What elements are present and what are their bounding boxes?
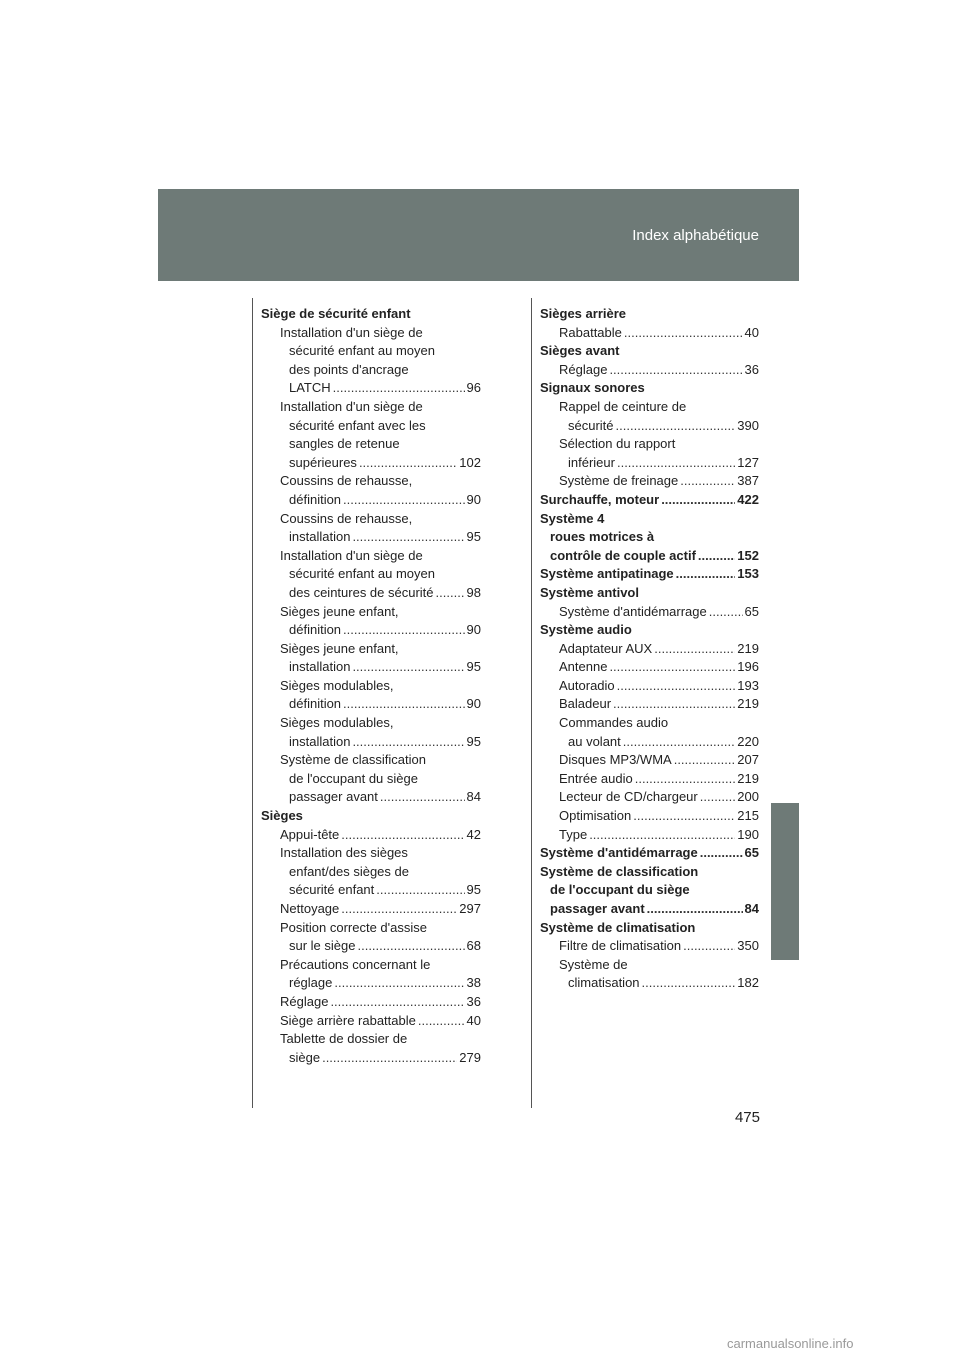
dot-leader bbox=[341, 826, 464, 845]
index-entry bbox=[261, 695, 481, 714]
index-entry-text: Rappel de ceinture de bbox=[559, 398, 687, 414]
dot-leader bbox=[616, 417, 736, 436]
page-number: 475 bbox=[734, 1109, 760, 1126]
dot-leader bbox=[624, 324, 743, 343]
index-entry-text: sangles de retenue bbox=[289, 436, 400, 452]
index-page-number: 84 bbox=[466, 789, 481, 805]
index-heading bbox=[540, 565, 759, 584]
index-page-number: 96 bbox=[466, 380, 481, 396]
index-entry-text: Baladeur bbox=[559, 696, 612, 712]
index-entry-text: sécurité enfant au moyen bbox=[289, 343, 435, 359]
index-entry bbox=[261, 454, 481, 473]
index-entry bbox=[540, 770, 759, 789]
index-page-number: 350 bbox=[737, 938, 759, 954]
index-page-number: 390 bbox=[737, 417, 759, 433]
index-heading bbox=[540, 305, 759, 324]
index-entry-text: Autoradio bbox=[559, 677, 615, 693]
index-page-number: 90 bbox=[466, 696, 481, 712]
index-entry bbox=[540, 603, 759, 622]
index-entry-text: climatisation bbox=[568, 975, 640, 991]
index-entry-text: Siège de sécurité enfant bbox=[261, 306, 411, 321]
index-page-number: 95 bbox=[466, 882, 481, 898]
index-page-number: 200 bbox=[737, 789, 759, 805]
index-entry bbox=[540, 788, 759, 807]
index-page-number: 196 bbox=[737, 659, 759, 675]
dot-leader bbox=[609, 361, 742, 380]
index-entry bbox=[261, 658, 481, 677]
index-page-number: 36 bbox=[466, 993, 481, 1009]
index-entry bbox=[540, 807, 759, 826]
dot-leader bbox=[613, 695, 735, 714]
index-entry bbox=[540, 324, 759, 343]
index-entry bbox=[261, 844, 481, 863]
index-entry-text: Optimisation bbox=[559, 808, 632, 824]
index-entry-text: Sièges avant bbox=[540, 343, 620, 359]
index-entry bbox=[261, 435, 481, 454]
index-entry bbox=[261, 510, 481, 529]
index-page-number: 95 bbox=[466, 659, 481, 675]
index-entry-text: définition bbox=[289, 696, 342, 712]
index-entry-text: Sièges modulables, bbox=[280, 677, 394, 693]
index-entry bbox=[261, 528, 481, 547]
index-entry-text: LATCH bbox=[289, 380, 331, 396]
index-page-number: 193 bbox=[737, 677, 759, 693]
dot-leader bbox=[674, 751, 736, 770]
index-entry-text: Appui-tête bbox=[280, 826, 340, 842]
index-entry-text: Installation d'un siège de bbox=[280, 398, 423, 414]
index-page-number: 279 bbox=[459, 1049, 481, 1065]
dot-leader bbox=[359, 454, 457, 473]
index-page-number: 65 bbox=[744, 603, 759, 619]
index-page-number: 42 bbox=[466, 826, 481, 842]
index-entry-text: inférieur bbox=[568, 454, 615, 470]
index-page-number: 207 bbox=[737, 752, 759, 768]
index-page-number: 38 bbox=[466, 975, 481, 991]
index-entry-text: Système de bbox=[559, 956, 628, 972]
index-entry bbox=[540, 826, 759, 845]
index-entry-text: Sièges jeune enfant, bbox=[280, 640, 399, 656]
dot-leader bbox=[635, 770, 736, 789]
index-entry bbox=[261, 751, 481, 770]
index-entry bbox=[261, 1012, 481, 1031]
index-entry-text: Réglage bbox=[559, 361, 608, 377]
index-entry-text: Position correcte d'assise bbox=[280, 919, 427, 935]
watermark-text: carmanualsonline.info bbox=[727, 1336, 854, 1351]
index-page-number: 98 bbox=[466, 584, 481, 600]
index-heading bbox=[540, 510, 759, 529]
index-page-number: 190 bbox=[737, 826, 759, 842]
index-page-number: 36 bbox=[744, 361, 759, 377]
dot-leader bbox=[343, 695, 464, 714]
page-header bbox=[158, 189, 799, 281]
index-entry-text: Système antipatinage bbox=[540, 566, 674, 582]
index-entry bbox=[261, 788, 481, 807]
index-entry-text: Sélection du rapport bbox=[559, 436, 676, 452]
index-entry bbox=[540, 695, 759, 714]
index-page-number: 153 bbox=[737, 566, 759, 582]
dot-leader bbox=[357, 937, 464, 956]
index-heading bbox=[540, 621, 759, 640]
index-entry-text: Surchauffe, moteur bbox=[540, 491, 660, 507]
index-entry-text: supérieures bbox=[289, 454, 357, 470]
index-entry-text: Installation des sièges bbox=[280, 845, 408, 861]
dot-leader bbox=[352, 528, 464, 547]
dot-leader bbox=[322, 1049, 457, 1068]
index-entry-text: installation bbox=[289, 529, 351, 545]
index-entry bbox=[261, 417, 481, 436]
index-page-number: 219 bbox=[737, 640, 759, 656]
index-entry-text: sécurité bbox=[568, 417, 614, 433]
index-entry bbox=[540, 733, 759, 752]
index-entry-text: Adaptateur AUX bbox=[559, 640, 653, 656]
index-entry-text: Système d'antidémarrage bbox=[540, 845, 698, 861]
index-entry-text: roues motrices à bbox=[550, 529, 655, 545]
index-entry-text: sécurité enfant bbox=[289, 882, 375, 898]
middle-column-rule bbox=[531, 298, 532, 1108]
index-entry bbox=[540, 435, 759, 454]
index-entry-text: Filtre de climatisation bbox=[559, 938, 682, 954]
index-entry bbox=[261, 919, 481, 938]
index-entry-text: Réglage bbox=[280, 993, 329, 1009]
index-entry bbox=[261, 324, 481, 343]
index-entry bbox=[261, 974, 481, 993]
index-heading bbox=[540, 528, 759, 547]
index-entry bbox=[261, 379, 481, 398]
index-page-number: 215 bbox=[737, 808, 759, 824]
index-entry bbox=[540, 714, 759, 733]
index-entry bbox=[540, 937, 759, 956]
index-entry-text: installation bbox=[289, 733, 351, 749]
index-entry bbox=[261, 826, 481, 845]
index-entry bbox=[261, 770, 481, 789]
dot-leader bbox=[676, 565, 736, 584]
index-heading bbox=[540, 863, 759, 882]
dot-leader bbox=[589, 826, 735, 845]
index-column-left bbox=[261, 305, 481, 1067]
index-entry bbox=[540, 677, 759, 696]
index-page-number: 152 bbox=[737, 547, 759, 563]
dot-leader bbox=[698, 547, 735, 566]
index-entry bbox=[261, 677, 481, 696]
index-entry-text: Rabattable bbox=[559, 324, 622, 340]
dot-leader bbox=[661, 491, 735, 510]
index-entry-text: Système de classification bbox=[540, 863, 699, 879]
index-heading bbox=[261, 305, 481, 324]
index-entry bbox=[261, 956, 481, 975]
index-entry bbox=[540, 454, 759, 473]
index-heading bbox=[540, 547, 759, 566]
index-page-number: 95 bbox=[466, 529, 481, 545]
dot-leader bbox=[700, 844, 743, 863]
index-entry bbox=[540, 658, 759, 677]
index-entry bbox=[261, 863, 481, 882]
index-entry bbox=[261, 491, 481, 510]
index-entry-text: Système audio bbox=[540, 622, 632, 638]
dot-leader bbox=[352, 658, 464, 677]
index-heading bbox=[540, 342, 759, 361]
index-page-number: 102 bbox=[459, 454, 481, 470]
index-entry bbox=[540, 361, 759, 380]
index-entry bbox=[540, 398, 759, 417]
index-entry bbox=[261, 361, 481, 380]
index-page-number: 220 bbox=[737, 733, 759, 749]
index-entry bbox=[261, 881, 481, 900]
index-entry bbox=[261, 584, 481, 603]
index-entry bbox=[540, 956, 759, 975]
index-heading bbox=[540, 491, 759, 510]
index-entry-text: Commandes audio bbox=[559, 715, 669, 731]
index-entry bbox=[540, 751, 759, 770]
index-page-number: 90 bbox=[466, 491, 481, 507]
dot-leader bbox=[680, 472, 735, 491]
index-entry-text: Coussins de rehausse, bbox=[280, 473, 413, 489]
index-entry bbox=[261, 733, 481, 752]
index-entry-text: Système antivol bbox=[540, 584, 639, 600]
index-entry bbox=[261, 993, 481, 1012]
index-entry-text: Entrée audio bbox=[559, 770, 633, 786]
index-entry-text: définition bbox=[289, 491, 342, 507]
dot-leader bbox=[333, 379, 465, 398]
section-side-tab bbox=[771, 803, 799, 960]
index-page-number: 127 bbox=[737, 454, 759, 470]
index-entry bbox=[261, 547, 481, 566]
index-entry-text: Sièges modulables, bbox=[280, 715, 394, 731]
dot-leader bbox=[418, 1012, 465, 1031]
index-page-number: 297 bbox=[459, 901, 481, 916]
dot-leader bbox=[642, 974, 736, 993]
index-entry-text: Installation d'un siège de bbox=[280, 324, 423, 340]
index-page-number: 219 bbox=[737, 770, 759, 786]
index-page-number: 387 bbox=[737, 473, 759, 489]
index-entry-text: de l'occupant du siège bbox=[289, 770, 418, 786]
dot-leader bbox=[617, 454, 735, 473]
index-entry bbox=[261, 472, 481, 491]
index-page-number: 65 bbox=[744, 845, 759, 861]
dot-leader bbox=[343, 491, 464, 510]
dot-leader bbox=[436, 584, 465, 603]
index-entry-text: sécurité enfant avec les bbox=[289, 417, 426, 433]
dot-leader bbox=[376, 881, 464, 900]
dot-leader bbox=[654, 640, 735, 659]
dot-leader bbox=[700, 788, 736, 807]
dot-leader bbox=[380, 788, 465, 807]
index-entry bbox=[261, 640, 481, 659]
dot-leader bbox=[343, 621, 464, 640]
dot-leader bbox=[330, 993, 464, 1012]
index-entry-text: Antenne bbox=[559, 659, 608, 675]
dot-leader bbox=[709, 603, 743, 622]
index-entry-text: enfant/des sièges de bbox=[289, 863, 409, 879]
index-entry-text: Système de climatisation bbox=[540, 919, 696, 935]
index-entry-text: Système de classification bbox=[280, 752, 426, 768]
index-page-number: 40 bbox=[744, 324, 759, 340]
index-entry-text: sur le siège bbox=[289, 938, 356, 954]
index-page-number: 40 bbox=[466, 1012, 481, 1028]
dot-leader bbox=[617, 677, 736, 696]
index-entry-text: siège bbox=[289, 1049, 321, 1065]
index-entry-text: installation bbox=[289, 659, 351, 675]
index-heading bbox=[540, 919, 759, 938]
index-entry-text: au volant bbox=[568, 733, 621, 749]
index-entry-text: Siège arrière rabattable bbox=[280, 1012, 416, 1028]
index-heading bbox=[540, 379, 759, 398]
index-entry bbox=[261, 937, 481, 956]
dot-leader bbox=[647, 900, 743, 919]
index-page-number: 219 bbox=[737, 696, 759, 712]
index-heading bbox=[261, 807, 481, 826]
index-entry-text: Nettoyage bbox=[280, 901, 340, 916]
dot-leader bbox=[683, 937, 735, 956]
index-entry-text: contrôle de couple actif bbox=[550, 547, 696, 563]
index-heading bbox=[540, 900, 759, 919]
index-entry-text: Sièges arrière bbox=[540, 306, 627, 321]
index-entry bbox=[540, 640, 759, 659]
index-page-number: 90 bbox=[466, 622, 481, 638]
index-entry-text: passager avant bbox=[550, 901, 645, 916]
index-entry bbox=[540, 417, 759, 436]
index-entry bbox=[261, 900, 481, 919]
dot-leader bbox=[609, 658, 735, 677]
dot-leader bbox=[334, 974, 464, 993]
index-heading bbox=[540, 844, 759, 863]
index-page-number: 95 bbox=[466, 733, 481, 749]
index-entry-text: Disques MP3/WMA bbox=[559, 752, 672, 768]
left-column-rule bbox=[252, 298, 253, 1108]
index-page-number: 182 bbox=[737, 975, 759, 991]
index-entry-text: Signaux sonores bbox=[540, 380, 645, 396]
index-entry-text: définition bbox=[289, 622, 342, 638]
index-entry-text: Coussins de rehausse, bbox=[280, 510, 413, 526]
index-entry-text: passager avant bbox=[289, 789, 378, 805]
header-title: Index alphabétique bbox=[632, 227, 759, 244]
index-page-number: 84 bbox=[744, 901, 759, 916]
index-entry-text: Système 4 bbox=[540, 510, 605, 526]
index-entry-text: Lecteur de CD/chargeur bbox=[559, 789, 698, 805]
index-entry-text: de l'occupant du siège bbox=[550, 882, 690, 898]
index-heading bbox=[540, 881, 759, 900]
index-entry-text: Système d'antidémarrage bbox=[559, 603, 707, 619]
index-page-number: 422 bbox=[737, 491, 759, 507]
index-entry-text: Système de freinage bbox=[559, 473, 679, 489]
index-entry-text: Sièges bbox=[261, 808, 303, 824]
index-entry bbox=[261, 342, 481, 361]
index-entry bbox=[261, 714, 481, 733]
index-entry-text: Type bbox=[559, 826, 588, 842]
dot-leader bbox=[341, 900, 457, 919]
index-entry-text: réglage bbox=[289, 975, 333, 991]
index-entry bbox=[261, 1049, 481, 1068]
index-entry bbox=[261, 1030, 481, 1049]
index-entry-text: Tablette de dossier de bbox=[280, 1031, 408, 1047]
index-entry-text: Sièges jeune enfant, bbox=[280, 603, 399, 619]
dot-leader bbox=[352, 733, 464, 752]
index-page-number: 68 bbox=[466, 938, 481, 954]
index-entry bbox=[261, 565, 481, 584]
index-entry bbox=[261, 621, 481, 640]
index-entry-text: sécurité enfant au moyen bbox=[289, 566, 435, 582]
index-entry bbox=[261, 398, 481, 417]
index-column-right bbox=[540, 305, 759, 993]
dot-leader bbox=[633, 807, 735, 826]
index-heading bbox=[540, 584, 759, 603]
index-entry bbox=[261, 603, 481, 622]
index-entry-text: Précautions concernant le bbox=[280, 956, 431, 972]
index-entry bbox=[540, 974, 759, 993]
index-entry-text: des points d'ancrage bbox=[289, 361, 409, 377]
index-entry-text: des ceintures de sécurité bbox=[289, 584, 434, 600]
index-entry-text: Installation d'un siège de bbox=[280, 547, 423, 563]
dot-leader bbox=[623, 733, 736, 752]
index-entry bbox=[540, 472, 759, 491]
